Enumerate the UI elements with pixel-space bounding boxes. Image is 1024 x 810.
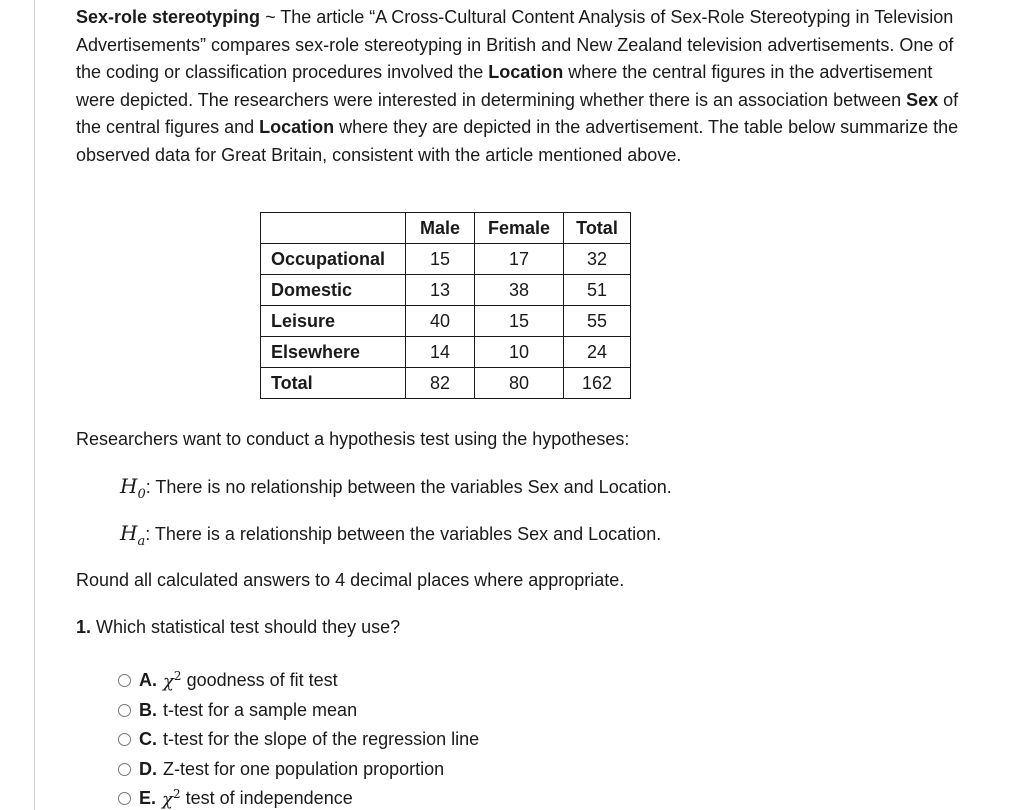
cell-male: 40 xyxy=(406,306,475,337)
intro-sep: ~ xyxy=(260,7,281,27)
chi-exponent: 2 xyxy=(172,787,181,802)
option-c[interactable] xyxy=(118,725,479,755)
radio-button[interactable] xyxy=(118,792,131,805)
chi-letter: χ xyxy=(163,671,174,693)
row-label: Occupational xyxy=(261,244,406,275)
cell-total: 162 xyxy=(564,368,631,399)
ha-symbol xyxy=(120,521,146,549)
table-row xyxy=(261,306,631,337)
cell-male: 13 xyxy=(406,275,475,306)
option-e[interactable] xyxy=(118,784,479,810)
table-header-corner xyxy=(261,213,406,244)
ha-letter: H xyxy=(120,521,138,545)
h0-letter: H xyxy=(120,474,138,498)
intro-paragraph xyxy=(76,4,976,169)
intro-text-2: where the central figures in the advertisement were depicted. The researchers were interested in determining whether there is an association between xyxy=(76,62,933,110)
intro-text-3: of the central figures and xyxy=(76,89,959,137)
row-label: Total xyxy=(261,368,406,399)
table-header-row xyxy=(261,213,631,244)
question-text: Which statistical test should they use? xyxy=(91,617,401,637)
table-header-total: Total xyxy=(564,213,631,244)
row-label: Domestic xyxy=(261,275,406,306)
intro-location-2: Location xyxy=(259,117,335,137)
option-letter: D. xyxy=(139,758,157,779)
option-text: test of independence xyxy=(180,788,353,809)
question xyxy=(76,617,400,638)
table-row xyxy=(261,275,631,306)
table-header-female: Female xyxy=(475,213,564,244)
cell-total: 55 xyxy=(564,306,631,337)
chi-letter: χ xyxy=(162,789,173,810)
contingency-table xyxy=(260,212,631,399)
cell-female: 17 xyxy=(475,244,564,275)
row-label: Elsewhere xyxy=(261,337,406,368)
problem-intro xyxy=(76,4,976,169)
cell-total: 51 xyxy=(564,275,631,306)
chi-square-symbol xyxy=(163,669,182,692)
h0-symbol xyxy=(120,474,146,502)
intro-title: Sex-role stereotyping xyxy=(76,7,261,27)
alt-hypothesis xyxy=(120,521,661,549)
option-d[interactable] xyxy=(118,755,479,785)
radio-button[interactable] xyxy=(118,733,131,746)
option-letter: C. xyxy=(139,729,157,750)
answer-options xyxy=(118,666,479,810)
chi-square-symbol xyxy=(162,787,181,810)
option-text: t-test for a sample mean xyxy=(163,699,358,720)
cell-female: 15 xyxy=(475,306,564,337)
intro-text-1: The article “A Cross-Cultural Content Analysis of Sex-Role Stereotyping in Television Advertisements” compares sex-role stereotyping in British and New Zealand television advertisements. One of the coding or classification procedures involved the xyxy=(76,7,954,82)
cell-male: 14 xyxy=(406,337,475,368)
option-text: t-test for the slope of the regression line xyxy=(163,729,480,750)
cell-male: 15 xyxy=(406,244,475,275)
table-row xyxy=(261,244,631,275)
option-a[interactable] xyxy=(118,666,479,696)
radio-button[interactable] xyxy=(118,674,131,687)
rounding-note: Round all calculated answers to 4 decimal places where appropriate. xyxy=(76,570,625,590)
h0-text: : There is no relationship between the variables Sex and Location. xyxy=(145,477,672,497)
h0-subscript: 0 xyxy=(137,487,146,502)
table-row xyxy=(261,337,631,368)
option-b[interactable] xyxy=(118,696,479,726)
cell-female: 10 xyxy=(475,337,564,368)
question-number: 1. xyxy=(76,617,92,637)
option-letter: E. xyxy=(139,788,157,809)
intro-location-1: Location xyxy=(488,62,564,82)
chi-exponent: 2 xyxy=(173,669,182,684)
option-letter: A. xyxy=(139,670,157,691)
intro-sex: Sex xyxy=(906,89,939,110)
option-text: Z-test for one population proportion xyxy=(163,758,445,779)
row-label: Leisure xyxy=(261,306,406,337)
radio-button[interactable] xyxy=(118,763,131,776)
radio-button[interactable] xyxy=(118,704,131,717)
null-hypothesis xyxy=(120,474,672,502)
cell-female: 38 xyxy=(475,275,564,306)
intro-text-4: where they are depicted in the advertisement. The table below summarize the observed data for Great Britain, consistent with the article mentioned above. xyxy=(76,117,959,165)
table-header-male: Male xyxy=(406,213,475,244)
cell-total: 32 xyxy=(564,244,631,275)
cell-female: 80 xyxy=(475,368,564,399)
hypotheses-intro: Researchers want to conduct a hypothesis test using the hypotheses: xyxy=(76,429,630,449)
left-divider xyxy=(34,0,35,810)
ha-subscript: a xyxy=(137,534,146,549)
ha-text: : There is a relationship between the variables Sex and Location. xyxy=(145,524,662,544)
option-letter: B. xyxy=(139,699,157,720)
option-text: goodness of fit test xyxy=(181,670,338,691)
cell-total: 24 xyxy=(564,337,631,368)
table-row xyxy=(261,368,631,399)
cell-male: 82 xyxy=(406,368,475,399)
